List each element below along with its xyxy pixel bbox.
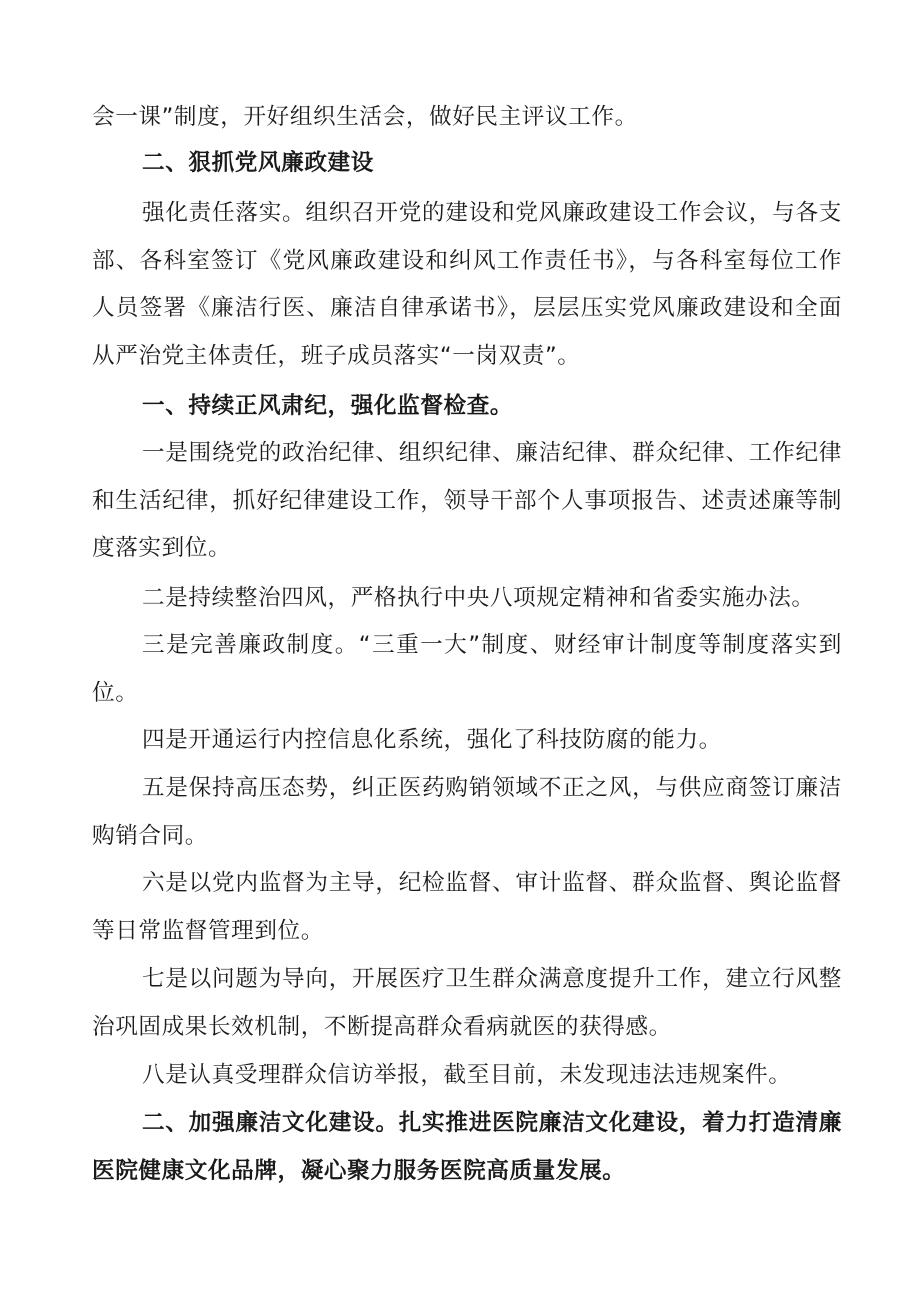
paragraph-item-8: 八是认真受理群众信访举报，截至目前，未发现违法违规案件。 [142, 1062, 792, 1088]
paragraph-responsibility: 强化责任落实。组织召开党的建设和党风廉政建设工作会议，与各支部、各科室签订《党风廉政建设和纠风工作责任书》，与各科室每位工作人员签署《廉洁行医、廉洁自律承诺书》，层层压实党风廉政建设和全面从严治党主体责任，班子成员落实“一岗双责”。 [92, 200, 842, 369]
section-heading-two: 二、狠抓党风廉政建设 [142, 150, 374, 176]
paragraph-culture: 二、加强廉洁文化建设。扎实推进医院廉洁文化建设，着力打造清廉医院健康文化品牌，凝心聚力服务医院高质量发展。 [92, 1110, 842, 1184]
paragraph-item-7: 七是以问题为导向，开展医疗卫生群众满意度提升工作，建立行风整治巩固成果长效机制，不断提高群众看病就医的获得感。 [92, 966, 842, 1040]
section-heading-one: 一、持续正风肃纪，强化监督检查。 [142, 393, 514, 419]
paragraph-continued: 会一课”制度，开好组织生活会，做好民主评议工作。 [92, 104, 638, 130]
paragraph-item-6: 六是以党内监督为主导，纪检监督、审计监督、群众监督、舆论监督等日常监督管理到位。 [92, 870, 842, 944]
paragraph-item-5: 五是保持高压态势，纠正医药购销领域不正之风，与供应商签订廉洁购销合同。 [92, 775, 842, 849]
paragraph-item-3: 三是完善廉政制度。“三重一大”制度、财经审计制度等制度落实到位。 [92, 632, 842, 706]
paragraph-item-1: 一是围绕党的政治纪律、组织纪律、廉洁纪律、群众纪律、工作纪律和生活纪律，抓好纪律建设工作，领导干部个人事项报告、述责述廉等制度落实到位。 [92, 440, 842, 561]
paragraph-item-2: 二是持续整治四风，严格执行中央八项规定精神和省委实施办法。 [142, 585, 815, 611]
paragraph-item-4: 四是开通运行内控信息化系统，强化了科技防腐的能力。 [142, 727, 722, 753]
